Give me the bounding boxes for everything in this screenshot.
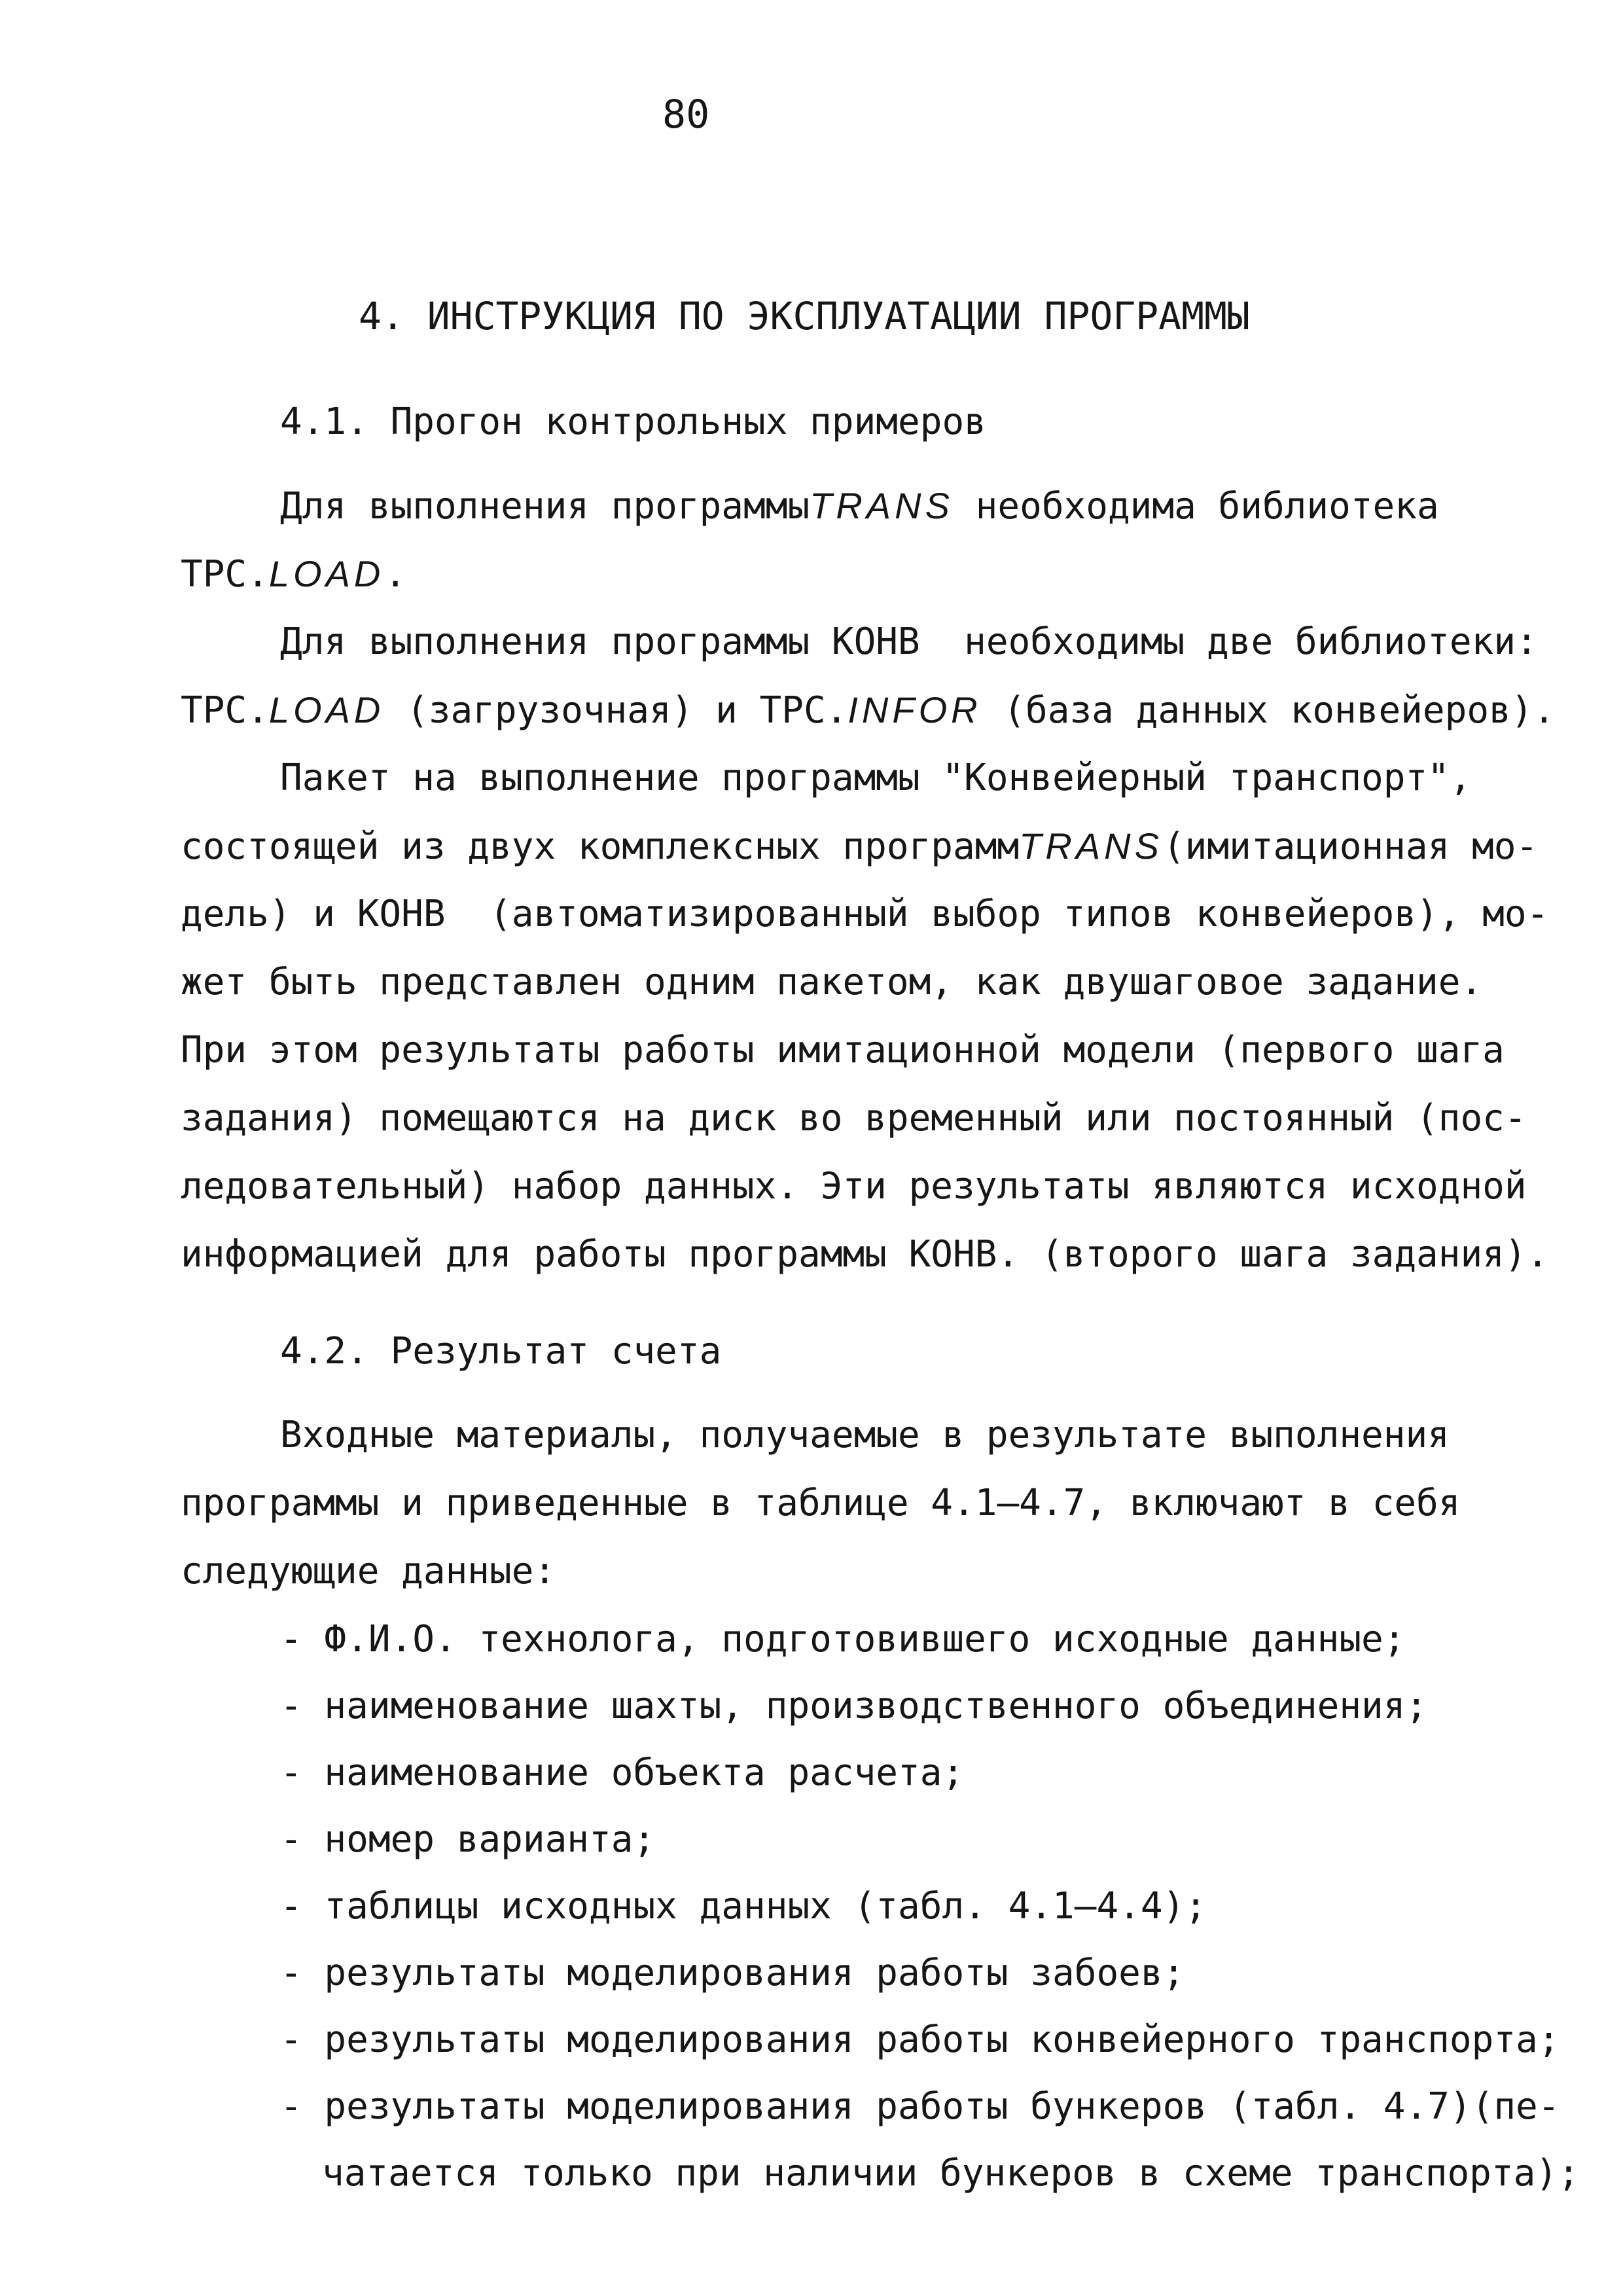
paragraph-line: При этом результаты работы имитационной модели (первого шага bbox=[181, 1029, 1505, 1071]
text-run: Для выполнения программы bbox=[280, 485, 810, 528]
paragraph-line bbox=[181, 551, 406, 598]
paragraph-line bbox=[181, 823, 1538, 870]
text-run: необходима библиотека bbox=[953, 485, 1439, 528]
chapter-title: 4. ИНСТРУКЦИЯ ПО ЭКСПЛУАТАЦИИ ПРОГРАММЫ bbox=[359, 294, 1250, 338]
text-run: (загрузочная) и ТРС. bbox=[384, 689, 848, 732]
paragraph-line: информацией для работы программы КОНВ. (второго шага задания). bbox=[181, 1233, 1549, 1276]
list-item: - наименование шахты, производственного объединения; bbox=[280, 1685, 1428, 1727]
list-item: - результаты моделирования работы бункеров (табл. 4.7)(пе- bbox=[280, 2085, 1560, 2128]
list-item: - наименование объекта расчета; bbox=[280, 1751, 965, 1794]
paragraph-line: программы и приведенные в таблице 4.1–4.7, включают в себя bbox=[181, 1482, 1461, 1524]
paragraph-line bbox=[280, 483, 1439, 529]
paragraph-line: жет быть представлен одним пакетом, как двушаговое задание. bbox=[181, 961, 1483, 1003]
handwritten-program-name: TRANS bbox=[1019, 825, 1163, 867]
list-item: - результаты моделирования работы забоев; bbox=[280, 1952, 1185, 1994]
handwritten-library-name: LOAD bbox=[268, 553, 385, 594]
list-item: - номер варианта; bbox=[280, 1818, 656, 1861]
paragraph-line: следующие данные: bbox=[181, 1550, 556, 1592]
text-run: (имитационная мо- bbox=[1162, 825, 1539, 868]
handwritten-program-name: TRANS bbox=[810, 485, 954, 526]
text-run: ТРС. bbox=[181, 689, 269, 732]
text-run: (база данных конвейеров). bbox=[981, 689, 1556, 732]
list-item: - таблицы исходных данных (табл. 4.1–4.4); bbox=[280, 1885, 1207, 1928]
section-heading: 4.2. Результат счета bbox=[280, 1330, 722, 1372]
text-run: . bbox=[384, 553, 407, 596]
text-run: состоящей из двух комплексных программ bbox=[181, 825, 1020, 868]
paragraph-line: Для выполнения программы КОНВ необходимы две библиотеки: bbox=[280, 620, 1538, 663]
page-number: 80 bbox=[662, 92, 710, 137]
paragraph-line: Входные материалы, получаемые в результате выполнения bbox=[280, 1414, 1450, 1456]
paragraph-line: ледовательный) набор данных. Эти результаты являются исходной bbox=[181, 1165, 1527, 1208]
list-item: - результаты моделирования работы конвейерного транспорта; bbox=[280, 2018, 1560, 2061]
paragraph-line: дель) и КОНВ (автоматизированный выбор типов конвейеров), мо- bbox=[181, 893, 1549, 935]
section-heading: 4.1. Прогон контрольных примеров bbox=[280, 401, 986, 443]
handwritten-library-name: LOAD bbox=[268, 689, 385, 730]
handwritten-library-name: INFOR bbox=[847, 689, 982, 730]
text-run: ТРС. bbox=[181, 553, 269, 596]
paragraph-line bbox=[181, 687, 1555, 734]
list-item: - Ф.И.О. технолога, подготовившего исходные данные; bbox=[280, 1618, 1406, 1660]
paragraph-line: Пакет на выполнение программы "Конвейерный транспорт", bbox=[280, 757, 1472, 799]
paragraph-line: задания) помещаются на диск во временный или постоянный (пос- bbox=[181, 1097, 1527, 1139]
list-item-continuation: чатается только при наличии бункеров в схеме транспорта); bbox=[322, 2152, 1580, 2195]
